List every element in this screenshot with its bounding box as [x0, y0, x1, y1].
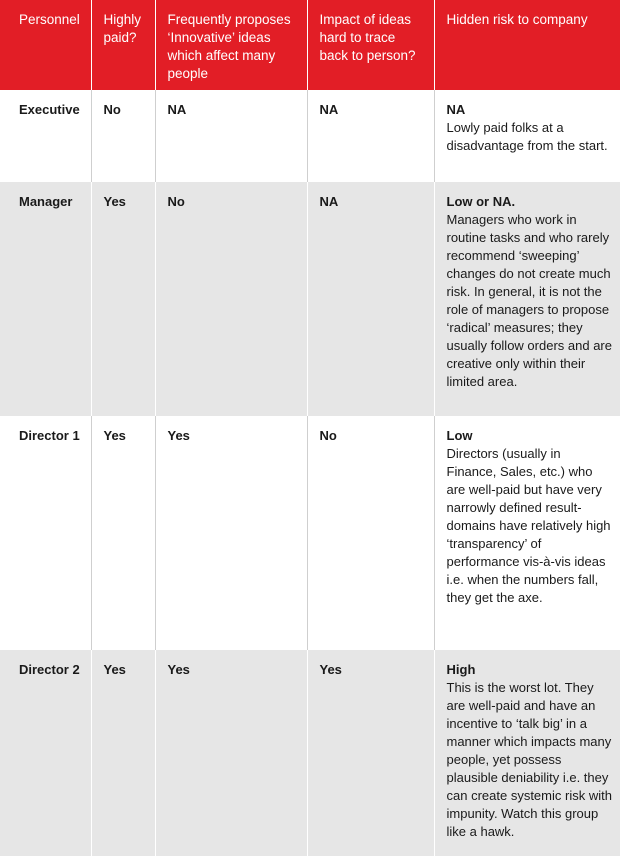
cell-risk: [434, 182, 620, 416]
header-row: [0, 0, 620, 90]
risk-text: Managers who work in routine tasks and who rarely recommend ‘sweeping’ changes do not create much risk. In general, it is not the role of managers to propose ‘radical’ measures; they usually follow orders and are creative only within their limited area.: [446, 212, 612, 389]
cell-personnel: Executive: [19, 102, 80, 117]
cell-risk: [434, 650, 620, 856]
cell-impact: NA: [307, 182, 434, 416]
header-risk: Hidden risk to company: [434, 0, 620, 90]
cell-highly-paid: No: [91, 90, 155, 182]
cell-proposes: Yes: [155, 650, 307, 856]
table-row: [0, 182, 620, 416]
cell-risk: [434, 416, 620, 650]
table-row: [0, 416, 620, 650]
cell-highly-paid: Yes: [91, 650, 155, 856]
cell-highly-paid: Yes: [91, 416, 155, 650]
cell-personnel: Director 1: [19, 428, 80, 443]
risk-level: High: [446, 662, 476, 677]
cell-personnel: Manager: [19, 194, 73, 209]
cell-proposes: No: [155, 182, 307, 416]
cell-proposes: Yes: [155, 416, 307, 650]
cell-impact: Yes: [307, 650, 434, 856]
risk-level: NA: [446, 102, 466, 117]
header-proposes: Frequently proposes ‘Innovative’ ideas which affect many people: [155, 0, 307, 90]
risk-level: Low: [446, 428, 473, 443]
header-personnel: Personnel: [19, 12, 80, 27]
risk-level: Low or NA.: [446, 194, 516, 209]
header-highly-paid: Highly paid?: [91, 0, 155, 90]
cell-impact: NA: [307, 90, 434, 182]
cell-proposes: NA: [155, 90, 307, 182]
cell-personnel: Director 2: [19, 662, 80, 677]
risk-text: Lowly paid folks at a disadvantage from the start.: [446, 120, 608, 153]
cell-risk: [434, 90, 620, 182]
cell-impact: No: [307, 416, 434, 650]
risk-text: Directors (usually in Finance, Sales, etc.) who are well-paid but have very narrowly defined result-domains have relatively high ‘transparency’ of performance vis-à-vis ideas i.e. when the numbers fall, they get the axe.: [446, 446, 611, 605]
table-row: [0, 90, 620, 182]
cell-highly-paid: Yes: [91, 182, 155, 416]
header-impact: Impact of ideas hard to trace back to person?: [307, 0, 434, 90]
risk-text: This is the worst lot. They are well-paid and have an incentive to ‘talk big’ in a manner which impacts many people, yet possess plausible deniability i.e. they can create systemic risk with impunity. Watch this group like a hawk.: [446, 680, 612, 839]
table-row: [0, 650, 620, 856]
